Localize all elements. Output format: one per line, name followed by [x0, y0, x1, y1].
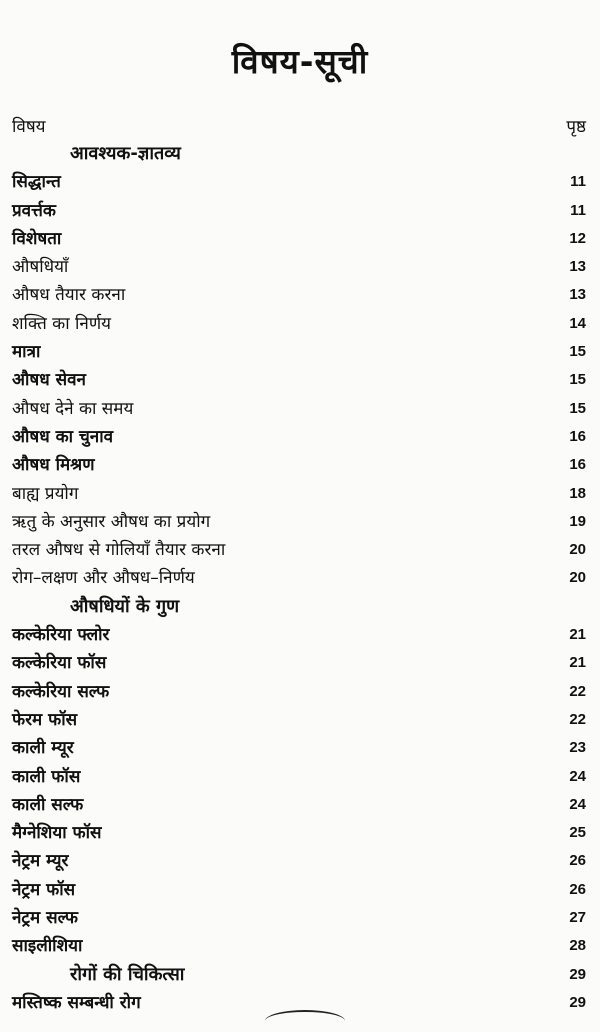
toc-entry-page: 16	[569, 427, 586, 445]
toc-entry-label: मैग्नेशिया फॉस	[12, 823, 102, 844]
toc-entry-page: 18	[569, 484, 586, 502]
toc-entry-label: शक्ति का निर्णय	[12, 313, 112, 334]
toc-entry-label: काली म्यूर	[12, 738, 74, 759]
toc-entry-label: काली सल्फ	[12, 794, 84, 815]
toc-entry	[12, 904, 586, 932]
toc-entry-page: 29	[569, 993, 586, 1011]
toc-entry-label: कल्केरिया फॉस	[12, 653, 107, 674]
toc-entry-label: ऋतु के अनुसार औषध का प्रयोग	[12, 511, 211, 532]
table-of-contents	[12, 140, 586, 1017]
section-heading	[12, 593, 586, 621]
toc-entry-page: 26	[569, 852, 586, 870]
toc-entry-page: 15	[569, 399, 586, 417]
toc-entry-page: 26	[569, 880, 586, 898]
toc-entry-label: फेरम फॉस	[12, 709, 78, 730]
toc-entry-page: 13	[569, 286, 586, 304]
section-heading-label: आवश्यक-ज्ञातव्य	[70, 143, 181, 164]
toc-entry-page: 19	[569, 512, 586, 530]
toc-entry-page: 16	[569, 456, 586, 474]
toc-entry-label: औषध का चुनाव	[12, 426, 114, 447]
toc-entry-label: काली फॉस	[12, 766, 81, 787]
toc-entry-label: रोग–लक्षण और औषध–निर्णय	[12, 568, 195, 589]
toc-entry-label: बाह्य प्रयोग	[12, 483, 79, 504]
toc-entry-page: 14	[569, 314, 586, 332]
toc-entry-page: 24	[569, 795, 586, 813]
toc-entry	[12, 480, 586, 508]
toc-entry	[12, 168, 586, 196]
toc-entry-label: नेट्रम फॉस	[12, 879, 76, 900]
toc-entry-page: 23	[569, 739, 586, 757]
toc-entry-label: औषध तैयार करना	[12, 285, 126, 306]
toc-entry-label: विशेषता	[12, 228, 62, 249]
toc-entry	[12, 395, 586, 423]
toc-entry-page: 27	[569, 909, 586, 927]
toc-entry	[12, 819, 586, 847]
toc-entry-page: 21	[569, 654, 586, 672]
toc-entry	[12, 253, 586, 281]
toc-entry-page: 13	[569, 258, 586, 276]
toc-entry-label: नेट्रम म्यूर	[12, 851, 69, 872]
toc-entry-label: कल्केरिया सल्फ	[12, 681, 110, 702]
toc-entry-page: 21	[569, 626, 586, 644]
toc-entry-label: औषध मिश्रण	[12, 455, 95, 476]
toc-entry-page: 11	[570, 201, 586, 219]
toc-entry-page: 22	[569, 710, 586, 728]
toc-entry-label: प्रवर्त्तक	[12, 200, 56, 221]
toc-entry	[12, 678, 586, 706]
toc-entry	[12, 706, 586, 734]
page-column-label: पृष्ठ	[566, 117, 586, 137]
toc-entry	[12, 791, 586, 819]
toc-entry-page: 24	[569, 767, 586, 785]
section-heading-page: 29	[569, 965, 586, 983]
toc-entry-page: 15	[569, 371, 586, 389]
toc-entry	[12, 225, 586, 253]
toc-entry	[12, 197, 586, 225]
toc-entry	[12, 876, 586, 904]
toc-entry-page: 20	[569, 541, 586, 559]
toc-entry	[12, 564, 586, 592]
section-heading	[12, 961, 586, 989]
toc-entry-page: 15	[569, 343, 586, 361]
toc-entry-label: मस्तिष्क सम्बन्धी रोग	[12, 992, 141, 1013]
toc-entry-page: 20	[569, 569, 586, 587]
column-header	[12, 114, 586, 140]
toc-entry	[12, 508, 586, 536]
toc-entry-label: औषधियाँ	[12, 257, 69, 278]
toc-entry	[12, 621, 586, 649]
toc-entry-label: औषध देने का समय	[12, 398, 134, 419]
toc-entry-page: 25	[569, 824, 586, 842]
toc-entry-label: औषध सेवन	[12, 370, 86, 391]
section-heading	[12, 140, 586, 168]
toc-entry	[12, 734, 586, 762]
section-heading-label: औषधियों के गुण	[70, 595, 180, 617]
toc-entry	[12, 847, 586, 875]
subject-column-label: विषय	[12, 117, 46, 137]
toc-entry-page: 12	[569, 229, 586, 247]
toc-entry	[12, 649, 586, 677]
section-heading-label: रोगों की चिकित्सा	[70, 963, 185, 985]
page-title: विषय-सूची	[231, 42, 369, 81]
toc-entry-label: मात्रा	[12, 342, 41, 363]
toc-entry	[12, 536, 586, 564]
decorative-arc	[265, 1010, 345, 1032]
toc-entry-page: 11	[570, 173, 586, 191]
toc-entry	[12, 338, 586, 366]
toc-entry-label: सिद्धान्त	[12, 172, 61, 193]
toc-entry-label: नेट्रम सल्फ	[12, 908, 78, 929]
toc-entry	[12, 310, 586, 338]
toc-entry	[12, 423, 586, 451]
toc-entry	[12, 281, 586, 309]
toc-entry	[12, 366, 586, 394]
toc-entry-label: साइलीशिया	[12, 936, 83, 957]
toc-entry	[12, 451, 586, 479]
toc-entry-page: 22	[569, 682, 586, 700]
toc-entry-label: कल्केरिया फ्लोर	[12, 625, 110, 646]
toc-entry	[12, 763, 586, 791]
toc-entry-label: तरल औषध से गोलियाँ तैयार करना	[12, 540, 226, 561]
toc-entry-page: 28	[569, 937, 586, 955]
toc-entry	[12, 932, 586, 960]
